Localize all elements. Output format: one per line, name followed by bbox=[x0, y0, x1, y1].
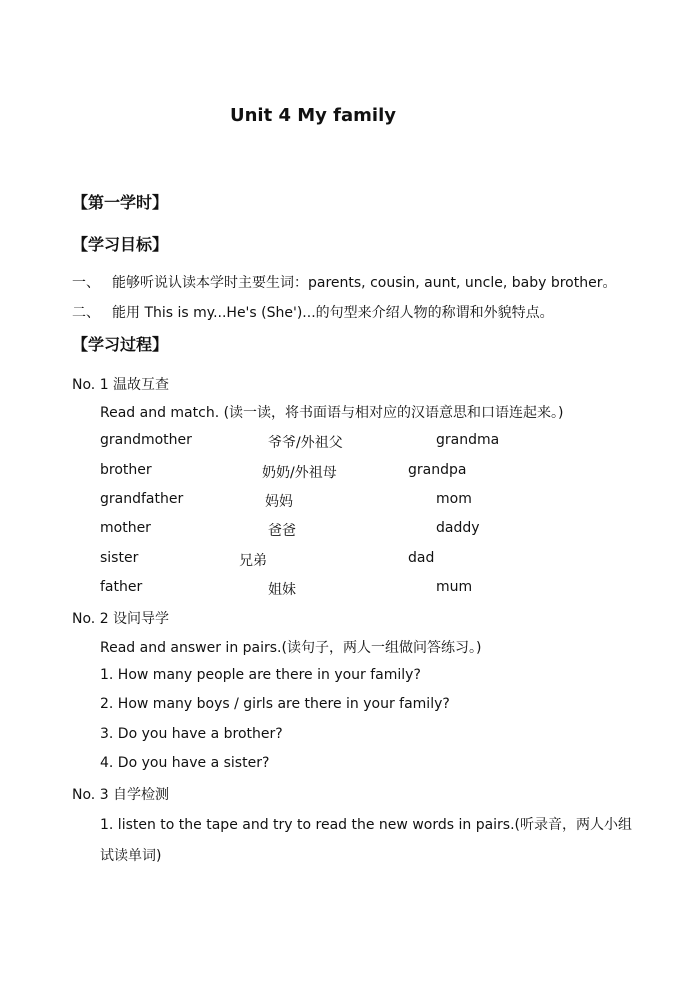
question-item: 3. Do you have a brother? bbox=[100, 726, 283, 742]
match-english: sister bbox=[100, 550, 139, 566]
goal-item-1 bbox=[72, 272, 617, 292]
no2-label: No. 2 设问导学 bbox=[72, 611, 170, 627]
match-oral: mom bbox=[436, 491, 472, 507]
match-chinese: 爸爸 bbox=[268, 523, 296, 539]
goal-text: 能用 This is my...He's (She')...的句型来介绍人物的称谓和外貌特点。 bbox=[112, 305, 554, 321]
no3-item1-line2: 试读单词) bbox=[100, 848, 162, 864]
question-item: 4. Do you have a sister? bbox=[100, 755, 270, 771]
no1-label: No. 1 温故互查 bbox=[72, 377, 170, 393]
lesson-heading: 【第一学时】 bbox=[72, 193, 169, 212]
question-item: 2. How many boys / girls are there in your family? bbox=[100, 696, 450, 712]
match-chinese: 妈妈 bbox=[265, 494, 293, 510]
goal-item-2 bbox=[72, 302, 554, 322]
match-english: brother bbox=[100, 462, 152, 478]
process-heading: 【学习过程】 bbox=[72, 335, 169, 354]
match-oral: grandma bbox=[436, 432, 500, 448]
match-chinese: 爷爷/外祖父 bbox=[268, 435, 343, 451]
match-english: grandfather bbox=[100, 491, 184, 507]
goal-text: 能够听说认读本学时主要生词：parents, cousin, aunt, uncle, baby brother。 bbox=[112, 275, 617, 291]
match-oral: daddy bbox=[436, 520, 480, 536]
no3-label: No. 3 自学检测 bbox=[72, 787, 170, 803]
match-oral: dad bbox=[408, 550, 435, 566]
no1-instruction: Read and match. (读一读，将书面语与相对应的汉语意思和口语连起来。) bbox=[100, 405, 564, 421]
page-title: Unit 4 My family bbox=[230, 105, 396, 126]
no2-instruction: Read and answer in pairs.(读句子，两人一组做问答练习。) bbox=[100, 640, 482, 656]
match-chinese: 兄弟 bbox=[239, 553, 267, 569]
match-english: father bbox=[100, 579, 143, 595]
match-chinese: 奶奶/外祖母 bbox=[262, 465, 337, 481]
question-item: 1. How many people are there in your family? bbox=[100, 667, 421, 683]
match-english: mother bbox=[100, 520, 151, 536]
no3-item1-line1: 1. listen to the tape and try to read the new words in pairs.(听录音，两人小组 bbox=[100, 817, 633, 833]
goal-marker: 一、 bbox=[72, 275, 100, 291]
match-english: grandmother bbox=[100, 432, 192, 448]
goal-marker: 二、 bbox=[72, 305, 100, 321]
match-oral: mum bbox=[436, 579, 473, 595]
match-chinese: 姐妹 bbox=[268, 582, 296, 598]
goals-heading: 【学习目标】 bbox=[72, 235, 169, 254]
match-oral: grandpa bbox=[408, 462, 467, 478]
